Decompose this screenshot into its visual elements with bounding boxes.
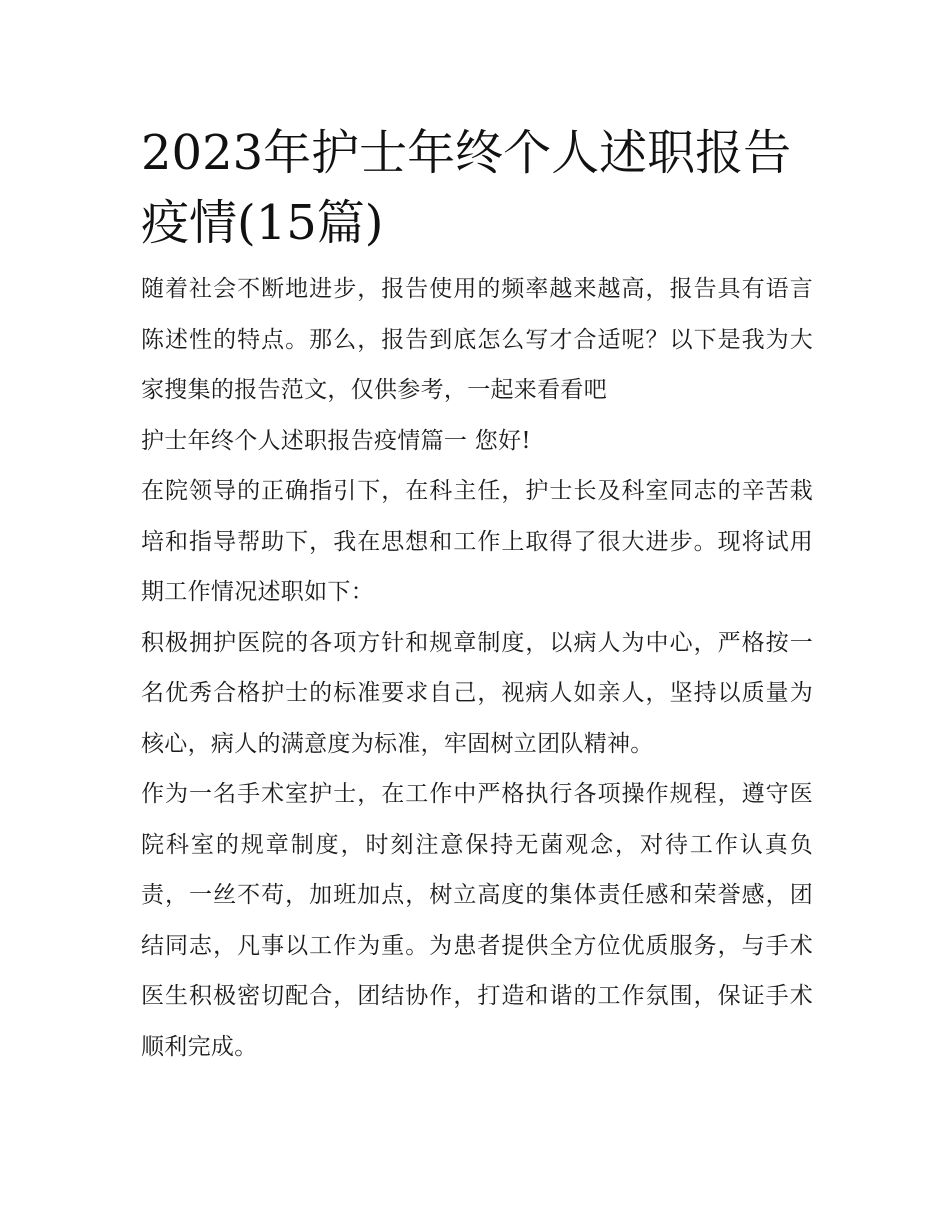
document-body [141, 118, 813, 1072]
paragraph-duties: 作为一名手术室护士，在工作中严格执行各项操作规程，遵守医院科室的规章制度，时刻注意保持无菌观念，对待工作认真负责，一丝不苟，加班加点，树立高度的集体责任感和荣誉感，团结同志，凡事以工作为重。为患者提供全方位优质服务，与手术医生积极密切配合，团结协作，打造和谐的工作氛围，保证手术顺利完成。 [141, 781, 813, 1060]
paragraph-section-heading: 护士年终个人述职报告疫情篇一 您好! [141, 427, 531, 454]
paragraph-principles: 积极拥护医院的各项方针和规章制度，以病人为中心，严格按一名优秀合格护士的标准要求自己，视病人如亲人，坚持以质量为核心，病人的满意度为标准，牢固树立团队精神。 [141, 629, 813, 757]
paragraph-intro: 随着社会不断地进步，报告使用的频率越来越高，报告具有语言陈述性的特点。那么，报告到底怎么写才合适呢？以下是我为大家搜集的报告范文，仅供参考，一起来看看吧 [141, 276, 813, 403]
paragraph-guidance: 在院领导的正确指引下，在科主任，护士长及科室同志的辛苦栽培和指导帮助下，我在思想和工作上取得了很大进步。现将试用期工作情况述职如下： [141, 478, 813, 605]
document-title: 2023年护士年终个人述职报告疫情(15篇) [141, 125, 792, 251]
